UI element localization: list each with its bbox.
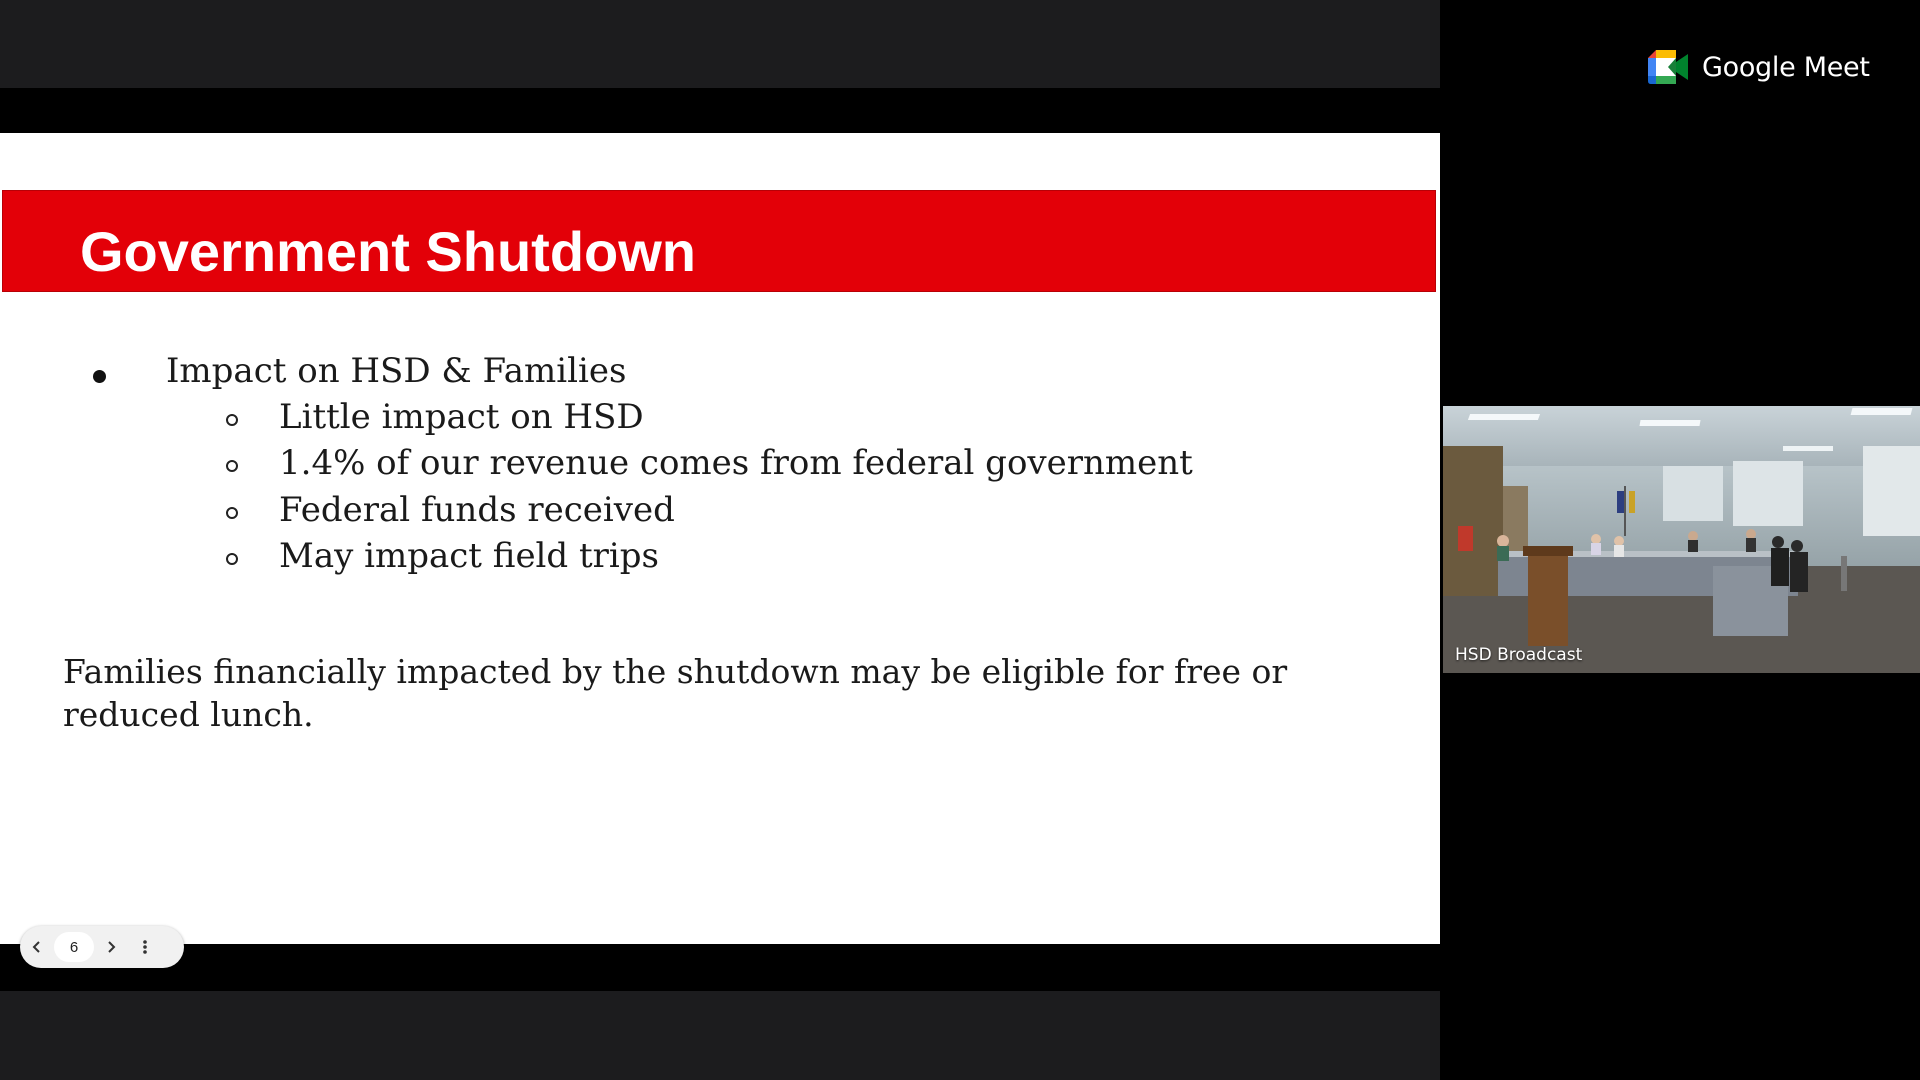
letterbox-bottom <box>0 944 1440 991</box>
more-options-button[interactable] <box>128 930 162 964</box>
chevron-left-icon <box>30 940 44 954</box>
bullet-circle-icon <box>226 553 238 565</box>
participant-name: HSD Broadcast <box>1455 645 1583 665</box>
title-banner <box>2 190 1436 292</box>
sub-bullet: Federal funds received <box>279 490 675 530</box>
bottom-bar <box>0 991 1440 1080</box>
note-line: reduced lunch. <box>63 695 314 734</box>
slide-title: Government Shutdown <box>80 220 696 283</box>
bullet-dot-icon <box>93 370 106 383</box>
lunch-note <box>63 650 1343 736</box>
brand-name: Google Meet <box>1702 51 1870 83</box>
more-vertical-icon <box>138 939 152 955</box>
meet-camera-icon <box>1648 50 1690 84</box>
participant-video-tile[interactable] <box>1443 406 1920 673</box>
top-bar <box>0 0 1440 88</box>
previous-slide-button[interactable] <box>20 930 54 964</box>
sub-bullet: May impact field trips <box>279 536 660 576</box>
bullet-circle-icon <box>226 414 238 426</box>
meeting-room-video <box>1443 406 1920 673</box>
sub-bullet: 1.4% of our revenue comes from federal government <box>279 443 1193 483</box>
next-slide-button[interactable] <box>94 930 128 964</box>
main-bullet: Impact on HSD & Families <box>166 351 627 391</box>
slide-page-number: 6 <box>54 932 94 962</box>
chevron-right-icon <box>104 940 118 954</box>
bullet-circle-icon <box>226 460 238 472</box>
presentation-slide <box>0 133 1440 944</box>
bullet-circle-icon <box>226 507 238 519</box>
sub-bullet: Little impact on HSD <box>279 397 644 437</box>
google-meet-logo <box>1648 50 1870 84</box>
slide-navigation <box>20 926 184 968</box>
letterbox-top <box>0 88 1440 133</box>
note-line: Families financially impacted by the shutdown may be eligible for free or <box>63 652 1288 691</box>
